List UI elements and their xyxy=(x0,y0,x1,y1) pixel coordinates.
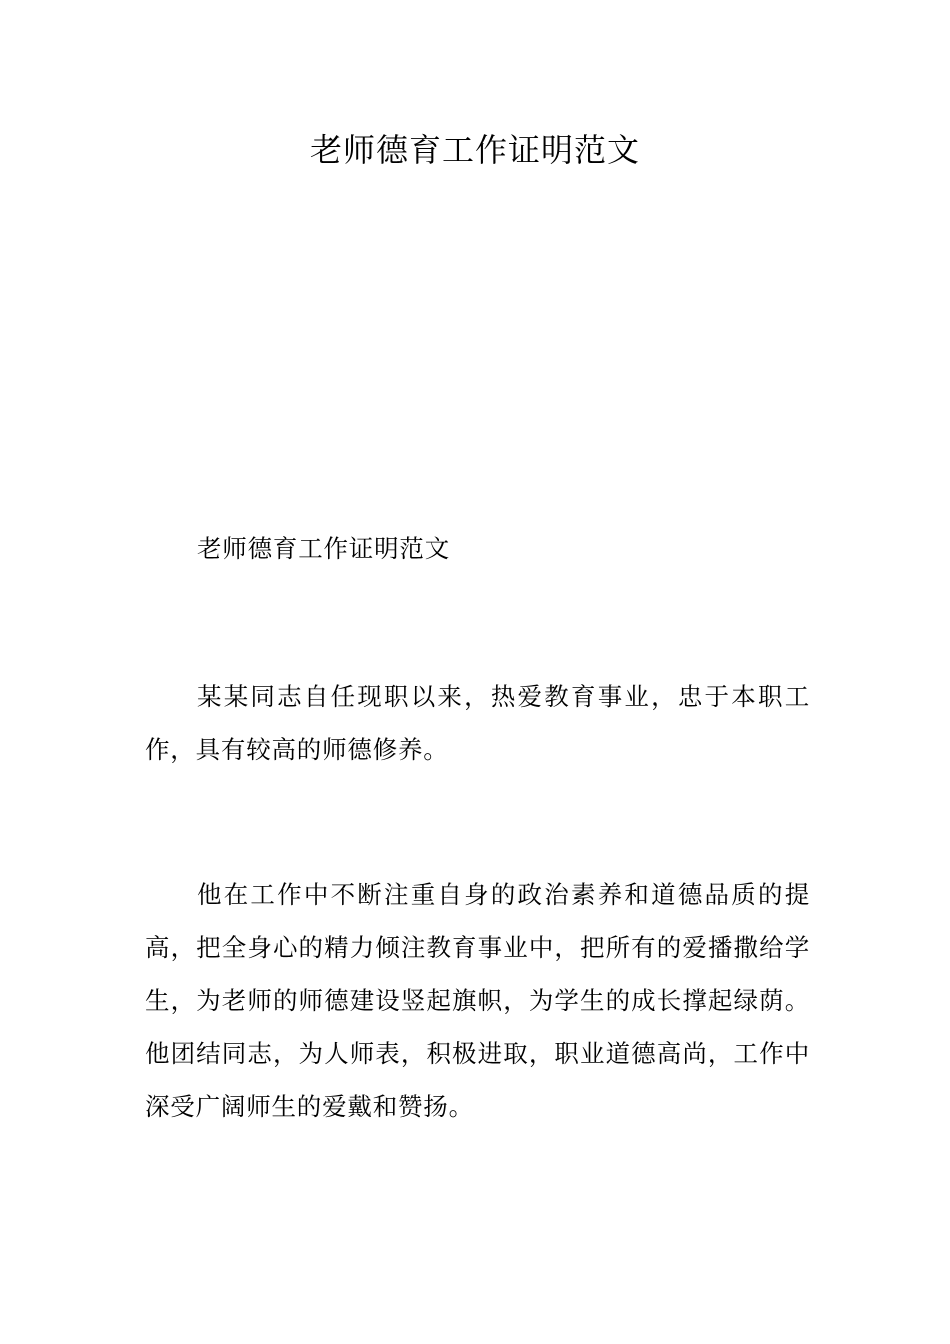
paragraph-2: 他在工作中不断注重自身的政治素养和道德品质的提高，把全身心的精力倾注教育事业中，把所有的爱播撒给学生，为老师的师德建设竖起旗帜，为学生的成长撑起绿荫。他团结同志，为人师表，积极进取，职业道德高尚，工作中深受广阔师生的爱戴和赞扬。 xyxy=(145,880,810,1121)
paragraph-1: 某某同志自任现职以来，热爱教育事业，忠于本职工作，具有较高的师德修养。 xyxy=(145,682,810,764)
document-title: 老师德育工作证明范文 xyxy=(309,131,640,169)
document-subtitle: 老师德育工作证明范文 xyxy=(197,534,450,563)
